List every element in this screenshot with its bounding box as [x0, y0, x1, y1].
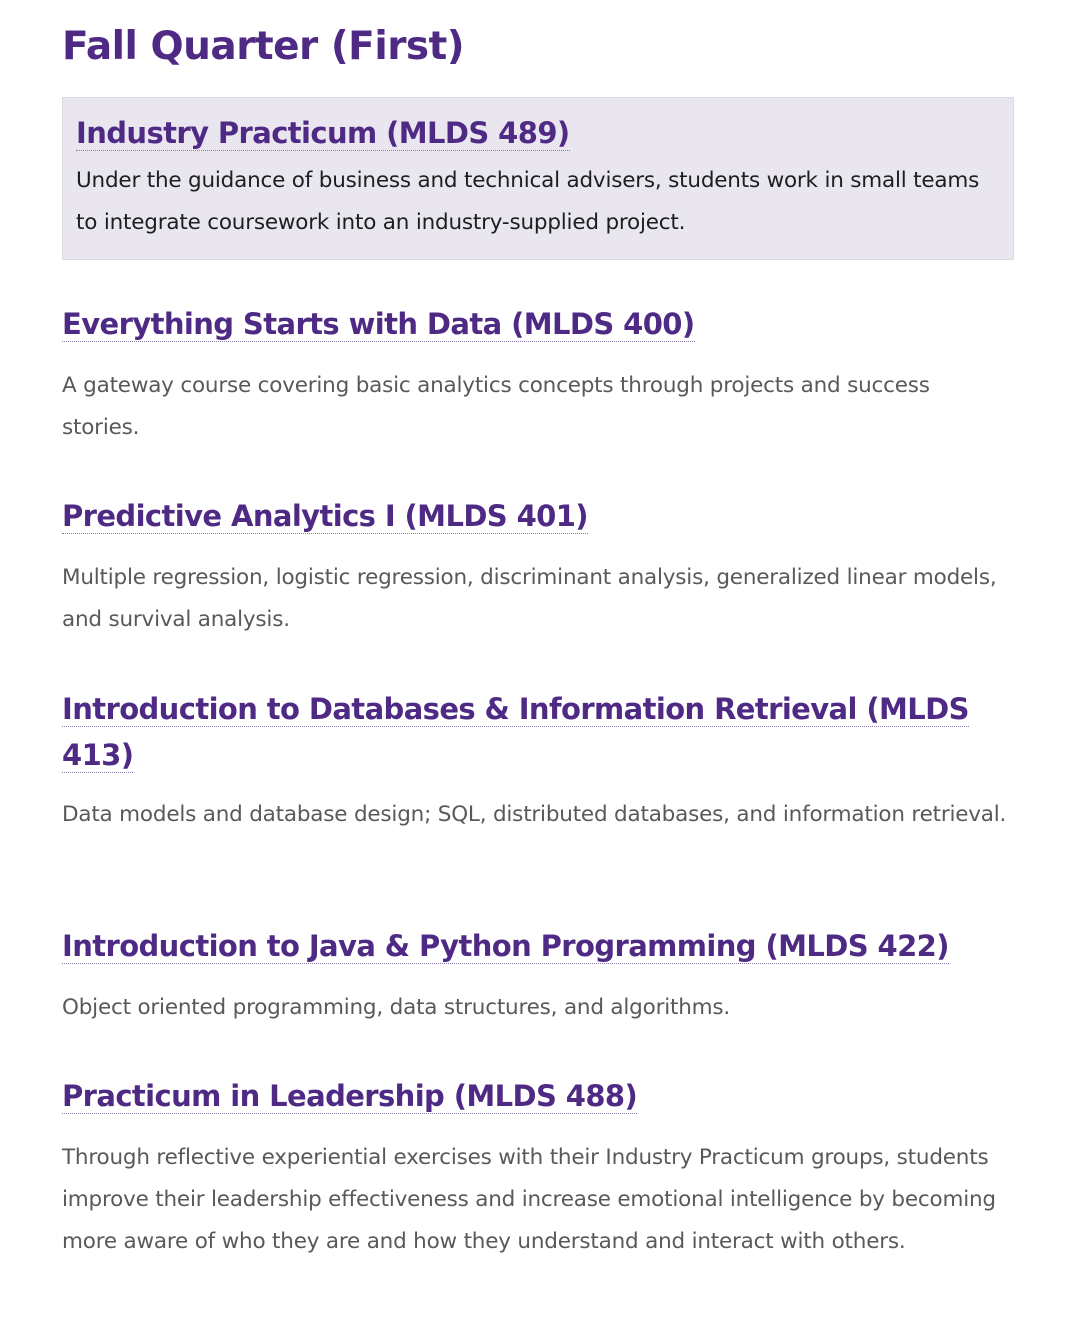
- course-item: [62, 686, 1012, 836]
- course-description: Object oriented programming, data structures, and algorithms.: [62, 995, 731, 1020]
- course-item: [62, 495, 1012, 641]
- course-description: Through reflective experiential exercises with their Industry Practicum groups, students improve their leadership effectiveness and increase emotional intelligence by becoming more aware of who they are and how they understand and interact with others.: [62, 1145, 996, 1254]
- course-title: [62, 303, 1012, 345]
- page-title: Fall Quarter (First): [62, 24, 465, 69]
- course-title: [62, 925, 1012, 967]
- course-link-mlds-488[interactable]: Practicum in Leadership (MLDS 488): [62, 1079, 638, 1113]
- course-description: Multiple regression, logistic regression, discriminant analysis, generalized linear models, and survival analysis.: [62, 565, 997, 632]
- course-item: [62, 1075, 1012, 1263]
- course-link-mlds-400[interactable]: Everything Starts with Data (MLDS 400): [62, 307, 695, 341]
- course-link-mlds-413[interactable]: Introduction to Databases & Information Retrieval (MLDS 413): [62, 692, 969, 772]
- course-item: [62, 303, 1012, 449]
- course-title: [62, 686, 1012, 778]
- course-link-mlds-422[interactable]: Introduction to Java & Python Programming (MLDS 422): [62, 929, 949, 963]
- course-description: Under the guidance of business and technical advisers, students work in small teams to integrate coursework into an industry-supplied project.: [76, 168, 980, 235]
- featured-course-card: [62, 97, 1014, 260]
- course-description: A gateway course covering basic analytics concepts through projects and success stories.: [62, 373, 930, 440]
- course-link-mlds-401[interactable]: Predictive Analytics I (MLDS 401): [62, 499, 588, 533]
- course-title: [62, 1075, 1012, 1117]
- course-link-mlds-489[interactable]: Industry Practicum (MLDS 489): [76, 116, 570, 150]
- course-title: [62, 495, 1012, 537]
- course-description: Data models and database design; SQL, distributed databases, and information retrieval.: [62, 802, 1007, 827]
- course-title: [76, 112, 570, 154]
- course-item: [62, 925, 1012, 1029]
